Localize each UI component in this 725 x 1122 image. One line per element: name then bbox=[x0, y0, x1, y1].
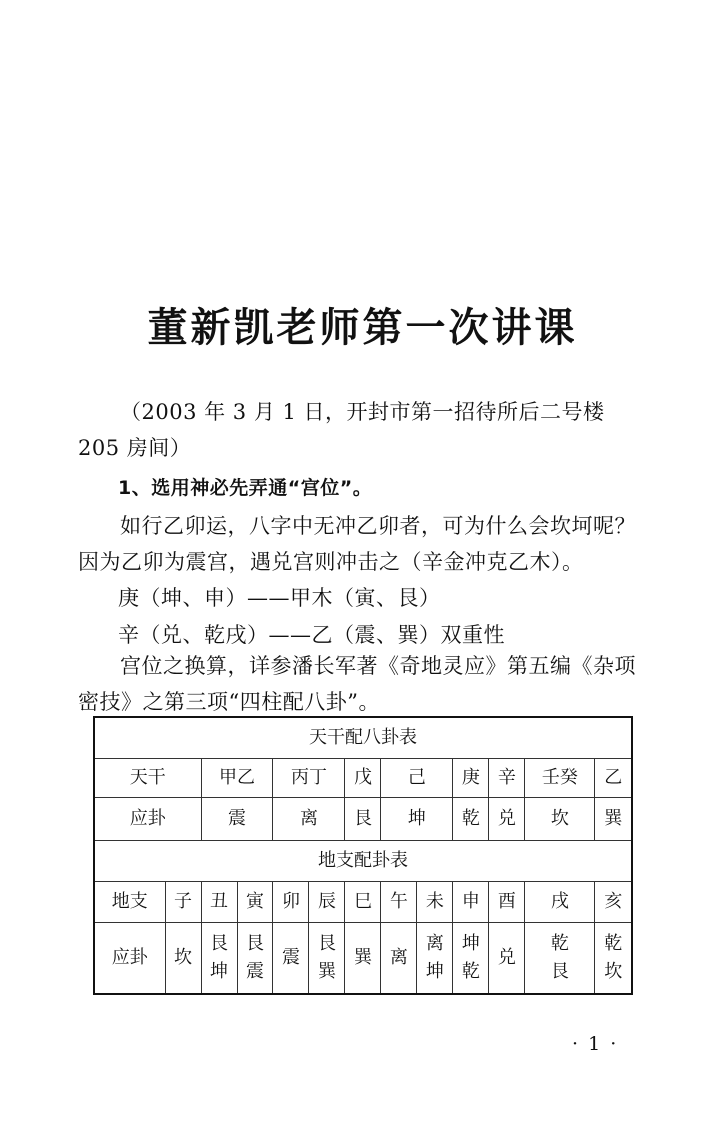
dizhi-gua-cell bbox=[381, 923, 417, 995]
gua-char: 乾 bbox=[604, 933, 623, 954]
tiangan-cell: 乙 bbox=[595, 759, 632, 798]
gua-char: 兑 bbox=[497, 947, 516, 968]
dizhi-cell: 寅 bbox=[237, 882, 273, 923]
gua-char: 乾 bbox=[550, 933, 569, 954]
gua-char: 震 bbox=[245, 961, 264, 982]
gua-char: 坤 bbox=[461, 933, 480, 954]
gua-char: 巽 bbox=[317, 961, 336, 982]
tiangan-gua-cell: 乾 bbox=[453, 798, 489, 841]
dizhi-header-label: 地支 bbox=[94, 882, 165, 923]
gua-char: 离 bbox=[389, 947, 408, 968]
gua-char: 乾 bbox=[461, 961, 480, 982]
dizhi-cell: 亥 bbox=[595, 882, 632, 923]
dizhi-cell: 午 bbox=[381, 882, 417, 923]
dizhi-gua-cell bbox=[309, 923, 345, 995]
tiangan-gua-cell: 离 bbox=[273, 798, 345, 841]
dizhi-cell: 未 bbox=[417, 882, 453, 923]
gua-char: 艮 bbox=[210, 933, 228, 954]
dizhi-gua-label: 应卦 bbox=[94, 923, 165, 995]
dizhi-cell: 戌 bbox=[525, 882, 595, 923]
gua-char: 震 bbox=[281, 947, 300, 968]
lecture-date-paragraph: （2003 年 3 月 1 日，开封市第一招待所后二号楼 205 房间） bbox=[78, 400, 605, 460]
gua-char: 坤 bbox=[210, 961, 228, 982]
tiangan-gua-cell: 坤 bbox=[381, 798, 453, 841]
gua-char: 艮 bbox=[317, 933, 336, 954]
dizhi-table-caption: 地支配卦表 bbox=[94, 841, 632, 882]
dizhi-gua-cell bbox=[453, 923, 489, 995]
dizhi-gua-cell bbox=[595, 923, 632, 995]
section-heading: 1、选用神必先弄通“宫位”。 bbox=[118, 477, 373, 499]
body-paragraph-2: 宫位之换算，详参潘长军著《奇地灵应》第五编《杂项密技》之第三项“四柱配八卦”。 bbox=[78, 654, 636, 714]
tiangan-gua-label: 应卦 bbox=[94, 798, 201, 841]
page-number: · 1 · bbox=[572, 1033, 619, 1055]
body-line-geng: 庚（坤、申）——甲木（寅、艮） bbox=[118, 586, 441, 610]
tiangan-cell: 戊 bbox=[345, 759, 381, 798]
dizhi-cell: 丑 bbox=[201, 882, 237, 923]
dizhi-gua-cell bbox=[525, 923, 595, 995]
dizhi-gua-cell bbox=[489, 923, 525, 995]
tiangan-cell: 甲乙 bbox=[201, 759, 273, 798]
dizhi-gua-cell bbox=[165, 923, 201, 995]
gua-char: 坎 bbox=[604, 961, 623, 982]
gua-char: 坤 bbox=[425, 961, 444, 982]
dizhi-gua-cell bbox=[345, 923, 381, 995]
page-title: 董新凯老师第一次讲课 bbox=[147, 305, 578, 351]
dizhi-cell: 辰 bbox=[309, 882, 345, 923]
tiangan-gua-cell: 坎 bbox=[525, 798, 595, 841]
gua-char: 坎 bbox=[174, 947, 193, 968]
gua-char: 艮 bbox=[245, 933, 264, 954]
tiangan-header-label: 天干 bbox=[94, 759, 201, 798]
tiangan-table-caption: 天干配八卦表 bbox=[94, 717, 632, 759]
tiangan-cell: 辛 bbox=[489, 759, 525, 798]
dizhi-cell: 卯 bbox=[273, 882, 309, 923]
tiangan-cell: 丙丁 bbox=[273, 759, 345, 798]
tiangan-cell: 己 bbox=[381, 759, 453, 798]
gua-char: 巽 bbox=[353, 947, 372, 968]
dizhi-gua-cell bbox=[273, 923, 309, 995]
dizhi-cell: 酉 bbox=[489, 882, 525, 923]
tiangan-gua-cell: 巽 bbox=[595, 798, 632, 841]
dizhi-cell: 子 bbox=[165, 882, 201, 923]
tiangan-cell: 庚 bbox=[453, 759, 489, 798]
gua-char: 离 bbox=[425, 933, 444, 954]
dizhi-gua-cell bbox=[417, 923, 453, 995]
gua-table bbox=[93, 716, 633, 995]
tiangan-gua-cell: 艮 bbox=[345, 798, 381, 841]
dizhi-gua-cell bbox=[201, 923, 237, 995]
dizhi-cell: 巳 bbox=[345, 882, 381, 923]
dizhi-cell: 申 bbox=[453, 882, 489, 923]
body-paragraph-1: 如行乙卯运，八字中无冲乙卯者，可为什么会坎坷呢？因为乙卯为震宫，遇兑宫则冲击之（辛金冲克乙木）。 bbox=[78, 514, 636, 574]
body-line-xin: 辛（兑、乾戌）——乙（震、巽）双重性 bbox=[118, 623, 505, 647]
tiangan-gua-cell: 震 bbox=[201, 798, 273, 841]
gua-char: 艮 bbox=[550, 961, 569, 982]
tiangan-cell: 壬癸 bbox=[525, 759, 595, 798]
dizhi-gua-cell bbox=[237, 923, 273, 995]
tiangan-gua-cell: 兑 bbox=[489, 798, 525, 841]
